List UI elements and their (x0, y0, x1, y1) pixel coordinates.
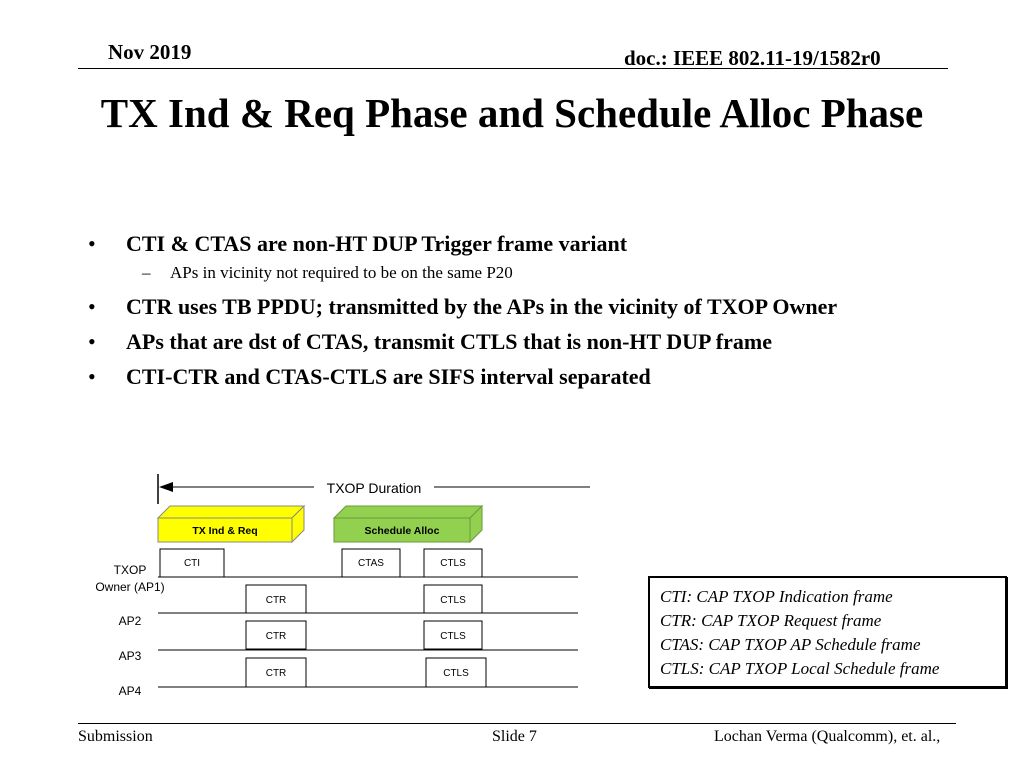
bullet-dot: • (88, 329, 96, 354)
header-doc-id: doc.: IEEE 802.11-19/1582r0 (624, 46, 881, 70)
header-date: Nov 2019 (108, 40, 192, 64)
bullet-text: CTR uses TB PPDU; transmitted by the APs in the vicinity of TXOP Owner (126, 294, 838, 319)
bullet-item (88, 326, 908, 357)
abbreviation-legend (648, 576, 1007, 688)
frame-label-ctls: CTLS (440, 595, 466, 606)
bullet-dot: • (88, 364, 96, 389)
bullet-text: CTI-CTR and CTAS-CTLS are SIFS interval separated (126, 364, 651, 389)
frame-label-ctr: CTR (265, 668, 287, 679)
header-divider (78, 68, 948, 69)
frame-label-ctr: CTR (265, 595, 287, 606)
footer-slide-number: Slide 7 (492, 728, 537, 745)
sub-bullet-item (88, 262, 908, 284)
footer-author: Lochan Verma (Qualcomm), et. al., (714, 728, 941, 745)
bullet-dot: • (88, 231, 96, 256)
frame-label-ctas: CTAS (358, 558, 384, 569)
legend-entry-cti: CTI: CAP TXOP Indication frame (660, 587, 893, 606)
frame-label-cti: CTI (183, 558, 201, 569)
frame-label-ctls: CTLS (440, 631, 466, 642)
row-label-ap2: AP2 (118, 614, 142, 628)
row-label-ap3: AP3 (118, 649, 142, 663)
phase-tx-label: TX Ind & Req (192, 525, 258, 537)
phase-tx-ind-req (158, 506, 304, 542)
frame-label-ctls: CTLS (440, 558, 466, 569)
frame-label-ctr: CTR (265, 631, 287, 642)
phase-sched-top (334, 506, 482, 518)
footer-submission: Submission (78, 728, 153, 745)
bullet-list (88, 228, 908, 396)
legend-entry-ctls: CTLS: CAP TXOP Local Schedule frame (660, 659, 940, 678)
slide-title: TX Ind & Req Phase and Schedule Alloc Phase (100, 90, 924, 136)
bullet-dot: • (88, 294, 96, 319)
phase-tx-top (158, 506, 304, 518)
duration-arrowhead (159, 482, 173, 492)
txop-timing-diagram (80, 466, 610, 706)
legend-entry-ctas: CTAS: CAP TXOP AP Schedule frame (660, 635, 921, 654)
row-label-txop: TXOP (113, 563, 147, 577)
bullet-item (88, 228, 908, 259)
sub-bullet-text: APs in vicinity not required to be on the same P20 (170, 263, 513, 282)
bullet-item (88, 291, 908, 322)
bullet-item (88, 361, 908, 392)
frame-label-ctls: CTLS (443, 668, 469, 679)
phase-schedule-alloc (334, 506, 482, 542)
bullet-text: CTI & CTAS are non-HT DUP Trigger frame variant (126, 231, 628, 256)
row-label-ap4: AP4 (118, 684, 142, 698)
phase-sched-label: Schedule Alloc (364, 525, 440, 537)
bullet-text: APs that are dst of CTAS, transmit CTLS that is non-HT DUP frame (126, 329, 772, 354)
row-label-owner-ap1: Owner (AP1) (95, 580, 165, 594)
footer-divider (78, 723, 956, 724)
duration-label: TXOP Duration (326, 480, 422, 496)
legend-entry-ctr: CTR: CAP TXOP Request frame (660, 611, 882, 630)
sub-bullet-dash: – (142, 263, 151, 282)
